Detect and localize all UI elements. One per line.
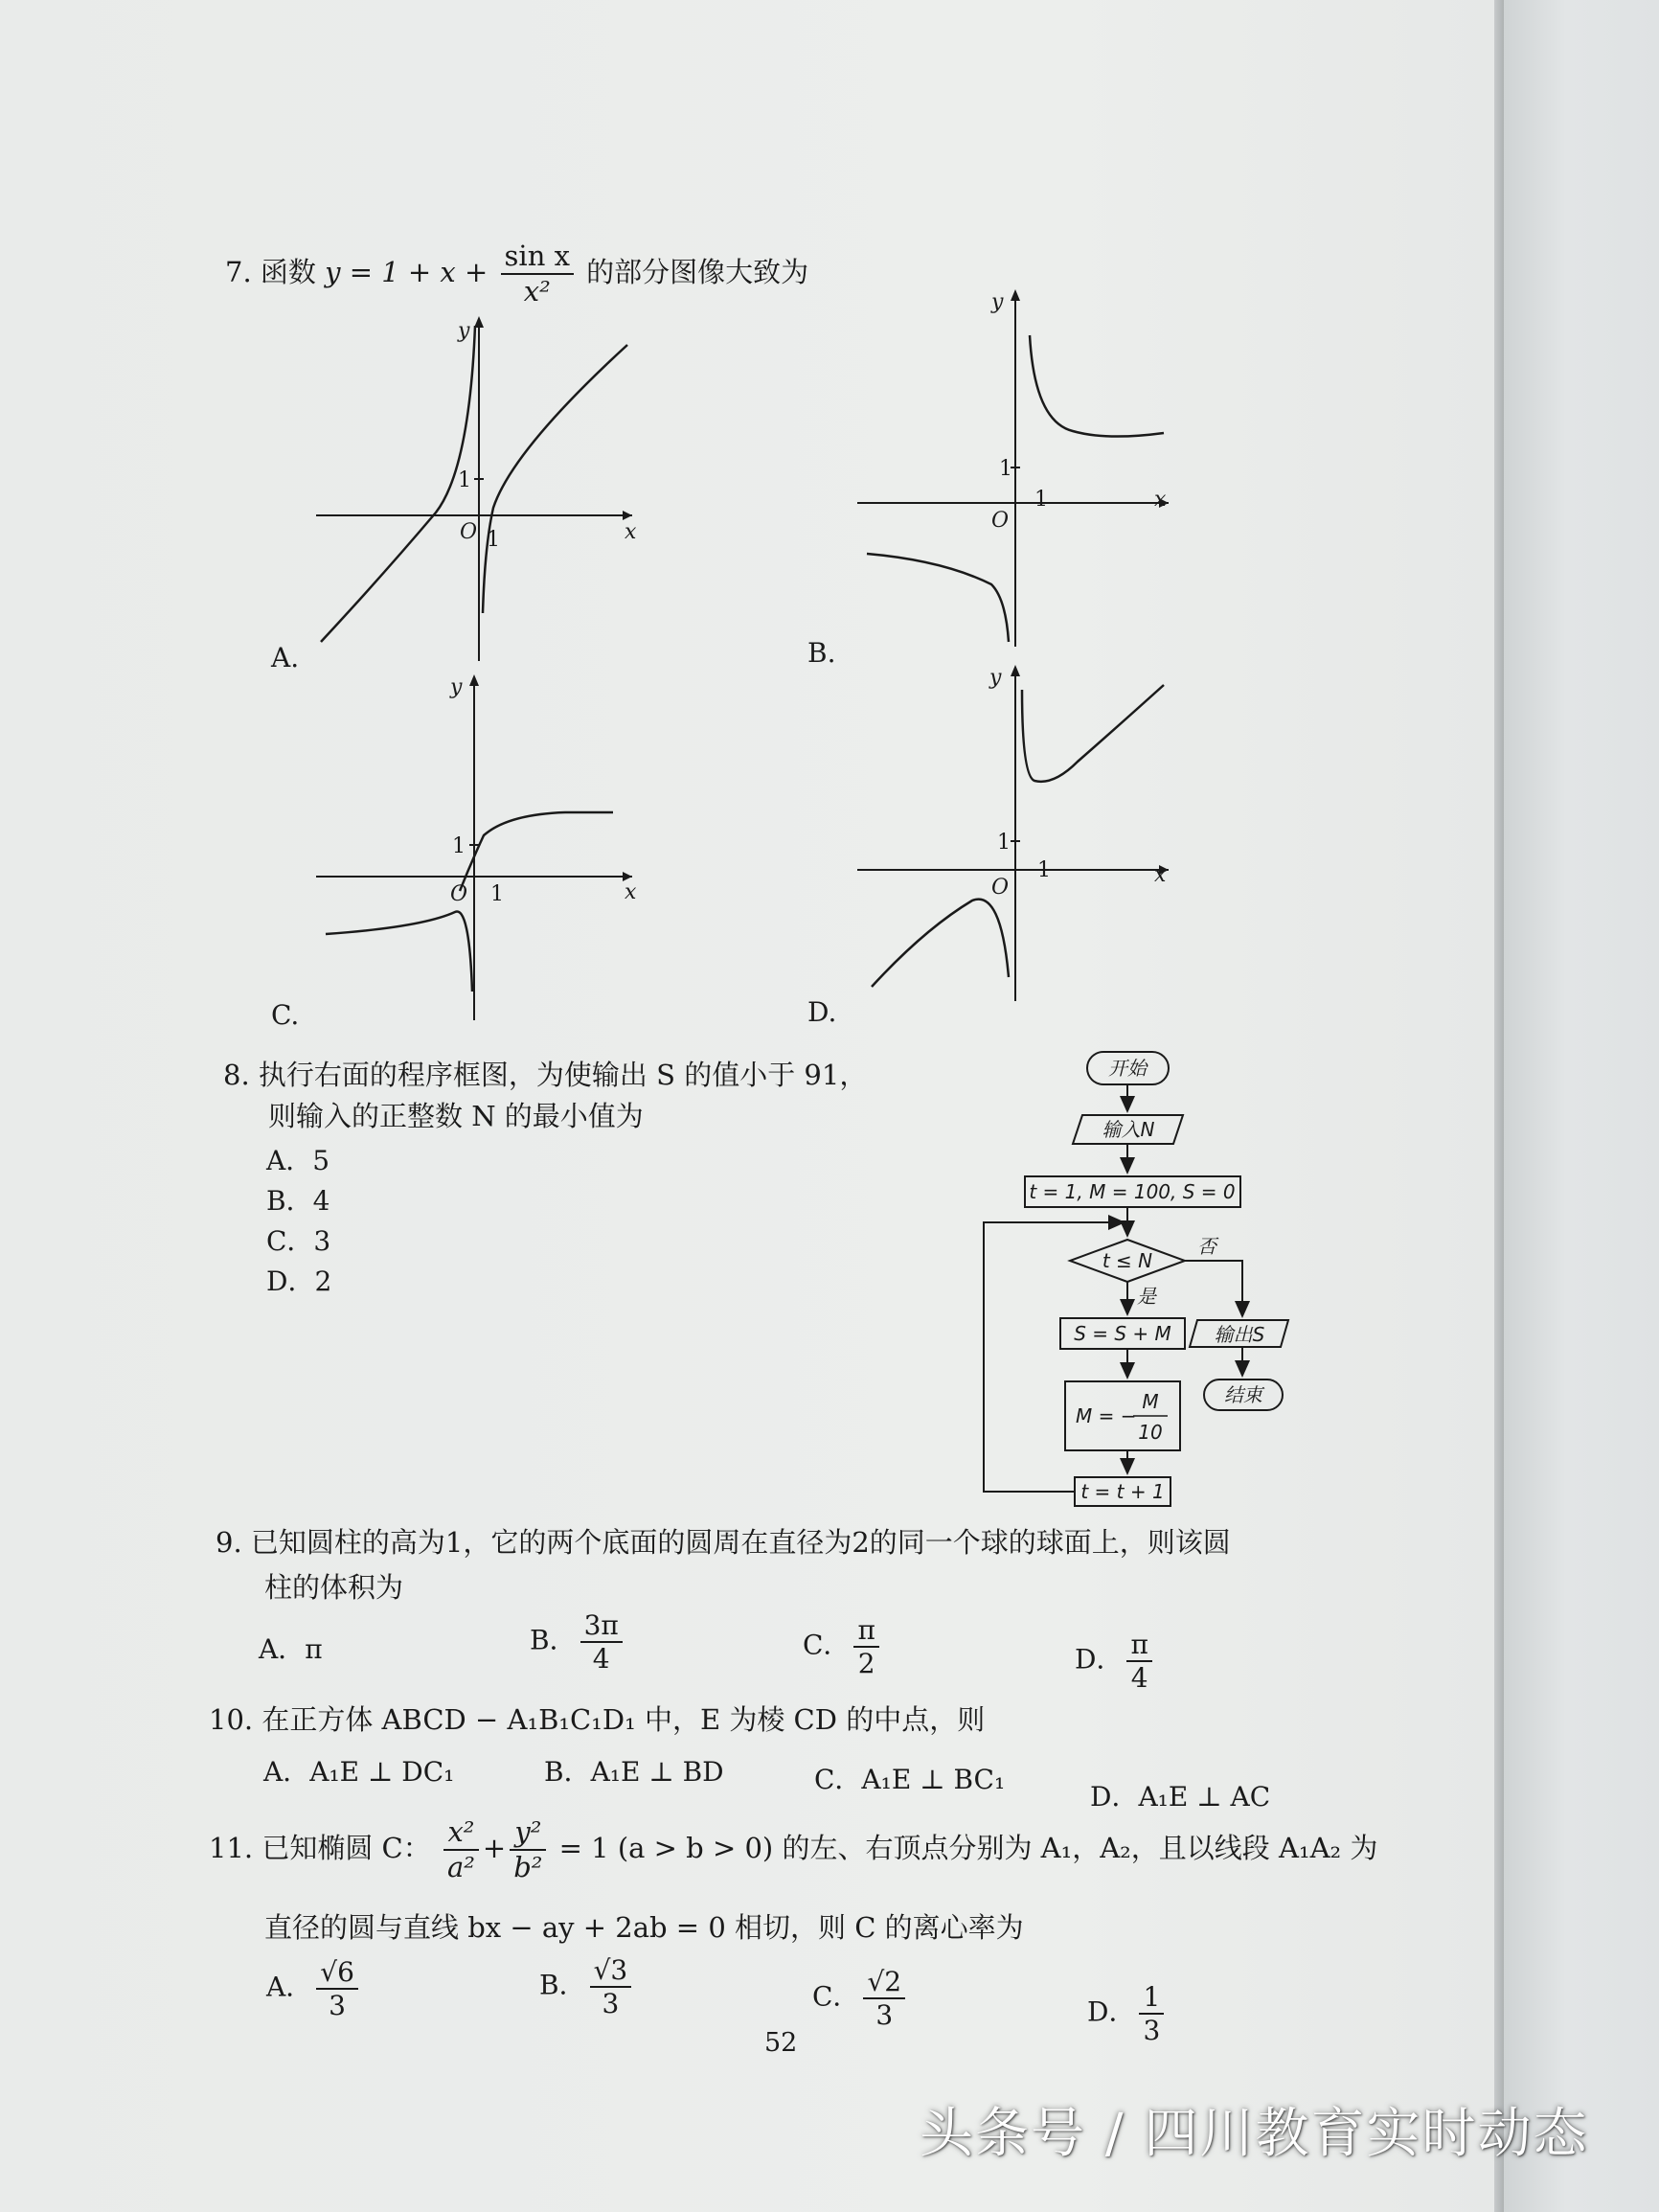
q9-option-c-num: π: [853, 1614, 878, 1648]
graph-a: [316, 316, 651, 665]
page-edge: [1494, 0, 1504, 2212]
q11-option-a-den: 3: [329, 1990, 346, 2021]
q9-option-a: [259, 1629, 323, 1667]
q7-suffix: 的部分图像大致为: [586, 255, 809, 288]
watermark: 头条号 / 四川教育实时动态: [920, 2103, 1589, 2165]
graph-b-x-label: x: [1154, 488, 1167, 512]
page-number: 52: [764, 2028, 798, 2058]
q10-option-b: B．A₁E ⊥ BD: [544, 1756, 724, 1788]
q11-option-d-den: 3: [1143, 2015, 1161, 2046]
question-9: [216, 1526, 1231, 1560]
q9-line2: 柱的体积为: [264, 1571, 404, 1604]
question-7: [225, 239, 808, 308]
graph-d-x-label: x: [1154, 863, 1167, 887]
graph-b: [857, 287, 1183, 655]
q9-line1: 已知圆柱的高为1，它的两个底面的圆周在直径为2的同一个球的球面上，则该圆: [250, 1526, 1231, 1559]
q9-option-a-label: A．: [259, 1633, 306, 1665]
graph-c-x-label: x: [625, 880, 637, 904]
q9-option-a-value: π: [305, 1633, 323, 1665]
q7-option-c: C.: [271, 999, 300, 1031]
q11-line2: 直径的圆与直线 bx − ay + 2ab = 0 相切，则 C 的离心率为: [264, 1911, 1024, 1944]
flow-step2-lhs: M = −: [1076, 1404, 1137, 1427]
q8-number: 8.: [223, 1059, 250, 1091]
flow-no: 否: [1197, 1235, 1216, 1258]
q11-f2-den: b²: [513, 1850, 543, 1883]
graph-d: [857, 661, 1183, 1010]
q11-option-d: [1087, 1981, 1168, 2046]
q9-option-c: [803, 1614, 883, 1679]
q11-frac-y: [510, 1815, 546, 1884]
q11-option-c-label: C．: [812, 1980, 860, 2013]
flow-init: t = 1, M = 100, S = 0: [1029, 1180, 1236, 1203]
q11-f1-num: x²: [443, 1815, 479, 1851]
graph-a-x-label: x: [625, 520, 637, 544]
q7-formula-lhs: y = 1 + x +: [325, 255, 489, 288]
graph-c-origin: O: [450, 882, 468, 906]
q9-option-d-label: D．: [1075, 1643, 1124, 1676]
q9-option-b-den: 4: [592, 1643, 610, 1675]
q9-option-d-num: π: [1126, 1629, 1151, 1662]
q11-prefix: 已知椭圆 C：: [261, 1831, 431, 1864]
q8-line1: 执行右面的程序框图，为使输出 S 的值小于 91，: [258, 1059, 868, 1091]
q8-line2: 则输入的正整数 N 的最小值为: [268, 1100, 644, 1132]
graph-d-y-label: y: [989, 666, 1002, 690]
flow-input: 输入N: [1102, 1118, 1155, 1141]
q8-option-c: C．3: [266, 1225, 331, 1257]
graph-a-tick-y: 1: [458, 468, 471, 492]
graph-c-tick-x: 1: [490, 882, 504, 906]
q10-option-c: C．A₁E ⊥ BC₁: [814, 1764, 1006, 1795]
question-8: [223, 1059, 867, 1092]
q11-option-d-num: 1: [1139, 1981, 1164, 2015]
q11-option-c-num: √2: [863, 1966, 905, 1999]
graph-b-tick-y: 1: [999, 457, 1012, 481]
graph-c-tick-y: 1: [452, 834, 466, 858]
q9-option-c-label: C．: [803, 1629, 851, 1661]
graph-b-tick-x: 1: [1034, 488, 1048, 512]
q11-option-b-den: 3: [602, 1988, 620, 2019]
graph-a-tick-x: 1: [487, 528, 500, 552]
q11-option-b-label: B．: [539, 1969, 586, 2001]
q7-fraction: [501, 239, 574, 308]
q11-option-c-den: 3: [875, 1999, 894, 2031]
flow-output: 输出S: [1214, 1323, 1265, 1346]
q9-option-d: [1075, 1629, 1156, 1694]
flow-yes: 是: [1137, 1285, 1156, 1308]
flow-step3: t = t + 1: [1080, 1480, 1165, 1503]
q11-f1-den: a²: [446, 1850, 475, 1883]
q8-option-a: A．5: [266, 1145, 330, 1176]
q7-option-d: D.: [807, 996, 837, 1028]
q11-plus: +: [482, 1831, 507, 1864]
q8-option-b: B．4: [266, 1185, 330, 1217]
question-10: [209, 1703, 985, 1737]
q11-option-b-num: √3: [590, 1954, 632, 1988]
q11-option-d-label: D．: [1087, 1995, 1136, 2028]
q9-option-b-label: B．: [530, 1624, 577, 1656]
q11-number: 11.: [209, 1831, 254, 1864]
graph-c: [316, 671, 642, 1029]
q11-option-b: [539, 1954, 635, 2019]
flow-cond: t ≤ N: [1102, 1249, 1153, 1272]
question-11: [209, 1815, 1377, 1884]
graph-a-origin: O: [460, 520, 478, 544]
q11-option-a-label: A．: [266, 1971, 313, 2003]
q11-frac-x: [443, 1815, 479, 1884]
q11-suffix: = 1 (a > b > 0) 的左、右顶点分别为 A₁，A₂，且以线段 A₁A₂ 为: [558, 1831, 1378, 1864]
q11-option-c: [812, 1966, 909, 2031]
flow-start: 开始: [1108, 1057, 1147, 1080]
graph-d-tick-y: 1: [997, 831, 1011, 855]
graph-b-y-label: y: [991, 290, 1004, 314]
q7-option-a: A.: [271, 642, 300, 673]
q9-option-c-den: 2: [857, 1648, 875, 1679]
flow-end: 结束: [1224, 1383, 1262, 1406]
graph-a-y-label: y: [458, 319, 470, 343]
graph-d-origin: O: [991, 876, 1010, 900]
q11-option-a: [266, 1956, 362, 2021]
q7-prefix: 函数: [260, 255, 316, 288]
q10-option-a: A．A₁E ⊥ DC₁: [263, 1756, 455, 1788]
q9-option-b: [530, 1609, 626, 1675]
next-page-edge: [1504, 0, 1659, 2212]
q10-text: 在正方体 ABCD − A₁B₁C₁D₁ 中，E 为棱 CD 的中点，则: [261, 1703, 986, 1736]
flowchart: [972, 1044, 1317, 1517]
q11-option-a-num: √6: [316, 1956, 358, 1990]
q10-number: 10.: [209, 1703, 254, 1736]
q9-option-d-den: 4: [1130, 1662, 1148, 1694]
flow-step2-den: 10: [1138, 1421, 1163, 1444]
flow-step1: S = S + M: [1074, 1322, 1171, 1345]
q10-option-d: D．A₁E ⊥ AC: [1090, 1781, 1271, 1813]
graph-c-y-label: y: [450, 675, 463, 699]
q9-option-b-num: 3π: [580, 1609, 623, 1643]
flow-step2-num: M: [1142, 1390, 1159, 1413]
graph-d-tick-x: 1: [1037, 858, 1051, 882]
q8-option-d: D．2: [266, 1266, 332, 1297]
q7-frac-num: sin x: [501, 239, 574, 275]
q7-number: 7.: [225, 255, 252, 288]
graph-b-origin: O: [991, 509, 1010, 533]
q11-f2-num: y²: [510, 1815, 546, 1851]
q7-option-b: B.: [807, 637, 836, 669]
q7-frac-den: x²: [523, 274, 551, 308]
q9-number: 9.: [216, 1526, 242, 1559]
